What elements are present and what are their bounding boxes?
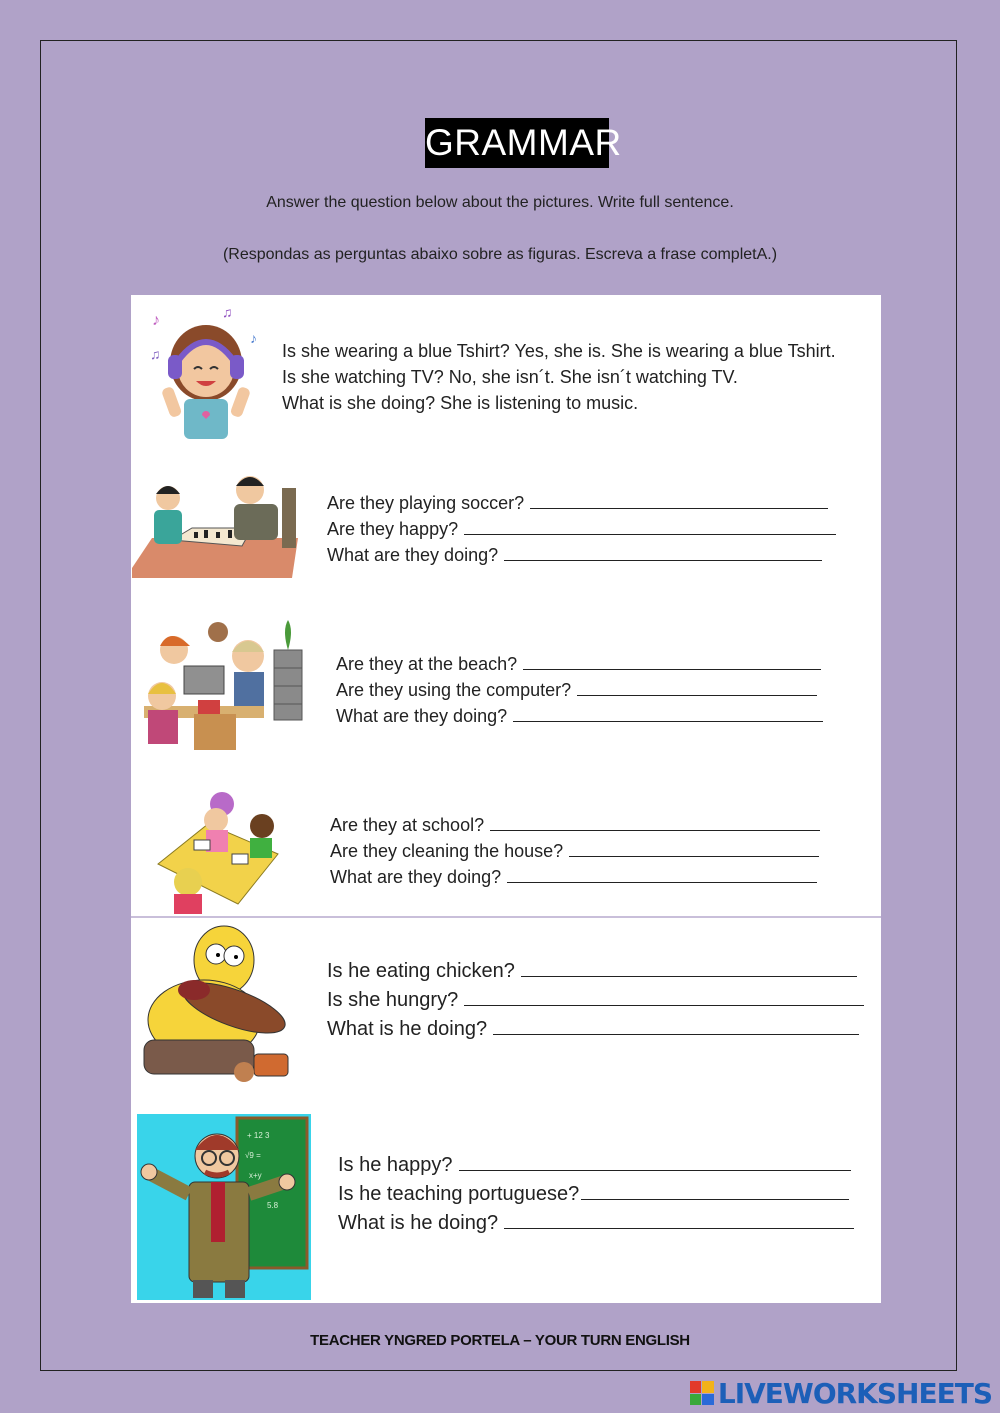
- answer-field[interactable]: [504, 1214, 854, 1229]
- example-block: [282, 338, 836, 416]
- exercise-1: [327, 490, 836, 568]
- worksheet-title: GRAMMAR: [425, 118, 609, 168]
- homer-eating-picture: [134, 920, 304, 1096]
- svg-text:5.8: 5.8: [267, 1201, 279, 1210]
- exercise-5: [338, 1151, 854, 1238]
- question-3-2: Are they cleaning the house?: [330, 841, 564, 861]
- svg-text:+ 12 3: + 12 3: [247, 1131, 270, 1140]
- question-5-1: Is he happy?: [338, 1154, 453, 1176]
- instruction-english: Answer the question below about the pictures. Write full sentence.: [266, 194, 734, 211]
- answer-field[interactable]: [504, 546, 822, 561]
- question-3-3: What are they doing?: [330, 867, 502, 887]
- panel-divider: [131, 916, 881, 918]
- instruction-portuguese: (Respondas as perguntas abaixo sobre as figuras. Escreva a frase completA.): [222, 246, 778, 263]
- liveworksheets-logo-icon: [690, 1381, 714, 1405]
- question-3-1: Are they at school?: [330, 815, 485, 835]
- answer-field[interactable]: [490, 816, 820, 831]
- svg-text:♪: ♪: [250, 330, 257, 346]
- answer-field[interactable]: [513, 707, 823, 722]
- question-2-2: Are they using the computer?: [336, 680, 572, 700]
- answer-field[interactable]: [459, 1156, 851, 1171]
- answer-field[interactable]: [569, 842, 819, 857]
- office-workers-picture: [134, 610, 306, 770]
- question-2-3: What are they doing?: [336, 706, 508, 726]
- girl-headphones-picture: [148, 303, 266, 448]
- question-5-2: Is he teaching portuguese?: [338, 1183, 580, 1205]
- answer-field[interactable]: [523, 655, 821, 670]
- answer-field[interactable]: [530, 494, 828, 509]
- exercise-3: [330, 812, 820, 890]
- exercise-2: [336, 651, 823, 729]
- svg-text:♫: ♫: [222, 304, 233, 320]
- answer-field[interactable]: [464, 520, 836, 535]
- svg-text:√9 =: √9 =: [245, 1151, 261, 1160]
- example-line-3: What is she doing? She is listening to music.: [282, 393, 639, 413]
- answer-field[interactable]: [577, 681, 817, 696]
- svg-text:x+y: x+y: [249, 1171, 262, 1180]
- exercise-4: [327, 957, 864, 1044]
- question-1-2: Are they happy?: [327, 519, 459, 539]
- svg-text:♪: ♪: [152, 312, 160, 329]
- chess-players-picture: [132, 468, 298, 590]
- footer-credit: TEACHER YNGRED PORTELA – YOUR TURN ENGLISH: [310, 1332, 690, 1349]
- question-1-3: What are they doing?: [327, 545, 499, 565]
- question-4-1: Is he eating chicken?: [327, 960, 515, 982]
- question-2-1: Are they at the beach?: [336, 654, 518, 674]
- students-studying-picture: [148, 784, 288, 916]
- svg-text:♫: ♫: [150, 346, 161, 362]
- example-line-2: Is she watching TV? No, she isn´t. She isn´t watching TV.: [282, 367, 738, 387]
- answer-field[interactable]: [521, 962, 857, 977]
- answer-field[interactable]: [493, 1020, 859, 1035]
- example-line-1: Is she wearing a blue Tshirt? Yes, she is. She is wearing a blue Tshirt.: [282, 341, 836, 361]
- brand-name: LIVEWORKSHEETS: [717, 1376, 992, 1410]
- teacher-blackboard-picture: [137, 1114, 311, 1300]
- question-4-3: What is he doing?: [327, 1018, 488, 1040]
- liveworksheets-brand: [690, 1378, 992, 1408]
- answer-field[interactable]: [581, 1185, 849, 1200]
- answer-field[interactable]: [507, 868, 817, 883]
- question-5-3: What is he doing?: [338, 1212, 499, 1234]
- question-1-1: Are they playing soccer?: [327, 493, 525, 513]
- question-4-2: Is she hungry?: [327, 989, 459, 1011]
- answer-field[interactable]: [464, 991, 864, 1006]
